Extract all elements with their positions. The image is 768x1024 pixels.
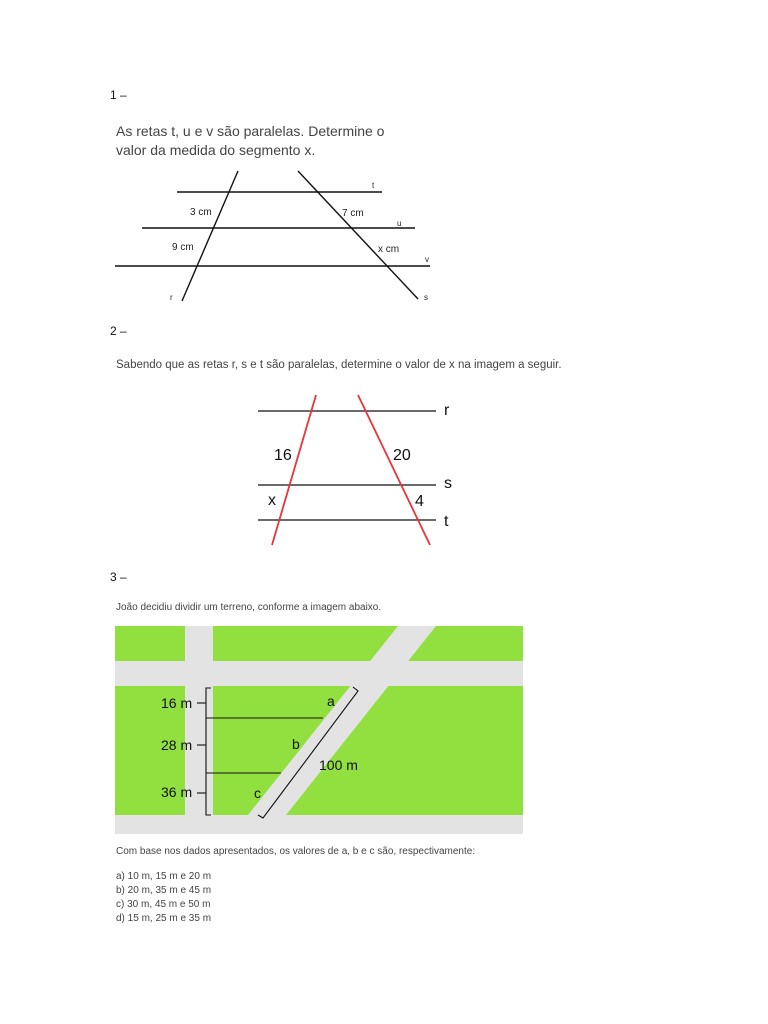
q3-label-100m: 100 m — [319, 757, 358, 773]
question-1-number: 1 – — [110, 88, 127, 102]
q1-label-t: t — [372, 181, 375, 190]
q3-label-28m: 28 m — [161, 737, 193, 753]
question-3-options — [116, 870, 211, 926]
q3-label-16m: 16 m — [161, 695, 193, 711]
q2-label-4: 4 — [415, 493, 424, 510]
q1-label-s: s — [424, 293, 428, 302]
q1-label-u: u — [397, 219, 402, 228]
q3-road-bottom — [115, 815, 523, 834]
q1-transversal-s — [298, 171, 418, 299]
q1-parallel-lines-diagram — [110, 165, 450, 310]
q2-label-t: t — [444, 513, 449, 530]
option-b[interactable]: b) 20 m, 35 m e 45 m — [116, 885, 212, 896]
q2-transversal-left — [272, 395, 316, 545]
question-2-statement: Sabendo que as retas r, s e t são paralelas, determine o valor de x na imagem a seguir. — [116, 359, 562, 371]
question-2-number: 2 – — [110, 324, 127, 338]
q3-terrain-map — [115, 626, 523, 834]
q1-label-9cm: 9 cm — [172, 242, 194, 253]
q2-label-20: 20 — [393, 447, 411, 464]
q3-road-top — [115, 661, 523, 686]
q1-label-r: r — [170, 293, 173, 302]
q1-label-v: v — [425, 255, 429, 264]
q3-label-b: b — [292, 736, 300, 752]
q2-transversal-right — [358, 395, 430, 545]
q2-label-r: r — [444, 402, 450, 419]
q3-label-c: c — [254, 785, 261, 801]
question-3-statement: João decidiu dividir um terreno, conforme a imagem abaixo. — [116, 602, 382, 613]
q1-label-xcm: x cm — [378, 244, 400, 255]
option-d[interactable]: d) 15 m, 25 m e 35 m — [116, 913, 212, 924]
q2-label-s: s — [444, 475, 452, 492]
q2-label-16: 16 — [274, 447, 292, 464]
option-c[interactable]: c) 30 m, 45 m e 50 m — [116, 899, 211, 910]
q1-label-7cm: 7 cm — [342, 208, 364, 219]
q1-label-3cm: 3 cm — [190, 207, 212, 218]
q2-label-x: x — [268, 492, 276, 509]
q3-label-a: a — [327, 693, 335, 709]
question-3-number: 3 – — [110, 570, 127, 584]
q3-label-36m: 36 m — [161, 784, 193, 800]
q2-parallel-lines-diagram — [250, 390, 465, 550]
option-a[interactable]: a) 10 m, 15 m e 20 m — [116, 871, 212, 882]
q1-transversal-r — [182, 171, 238, 301]
question-1-statement: As retas t, u e v são paralelas. Determine o valor da medida do segmento x. — [116, 123, 385, 158]
question-3-prompt: Com base nos dados apresentados, os valores de a, b e c são, respectivamente: — [116, 846, 476, 857]
